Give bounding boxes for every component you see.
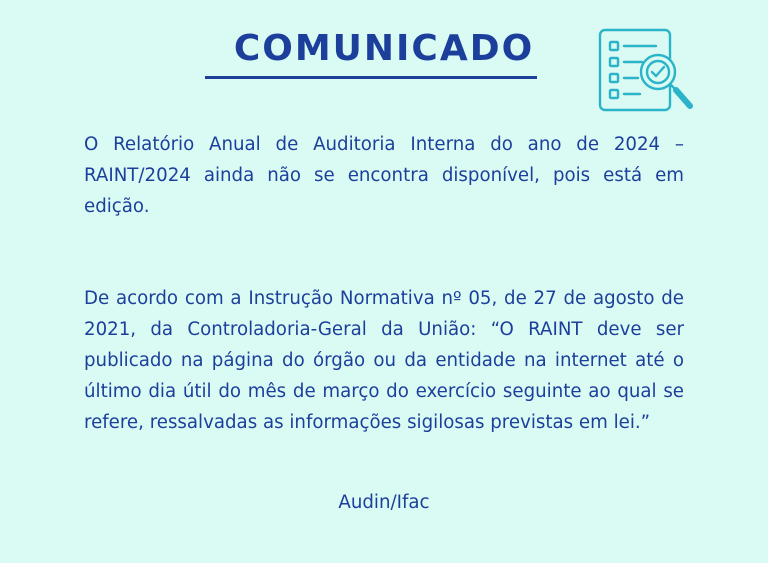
report-search-checklist-icon: [594, 26, 706, 116]
signature: Audin/Ifac: [338, 492, 430, 513]
title-underline: [205, 76, 537, 79]
notice-paragraph: O Relatório Anual de Auditoria Interna do ano de 2024 – RAINT/2024 ainda não se encontra disponível, pois está em edição.: [84, 134, 684, 217]
legal-quote-paragraph: De acordo com a Instrução Normativa nº 05, de 27 de agosto de 2021, da Controladoria-Geral da União: “O RAINT deve ser publicado na página do órgão ou da entidade na internet até o último dia útil do mês de março do exercício seguinte ao qual se refere, ressalvadas as informações sigilosas previstas em lei.”: [84, 288, 684, 433]
page-title: COMUNICADO: [233, 28, 535, 69]
